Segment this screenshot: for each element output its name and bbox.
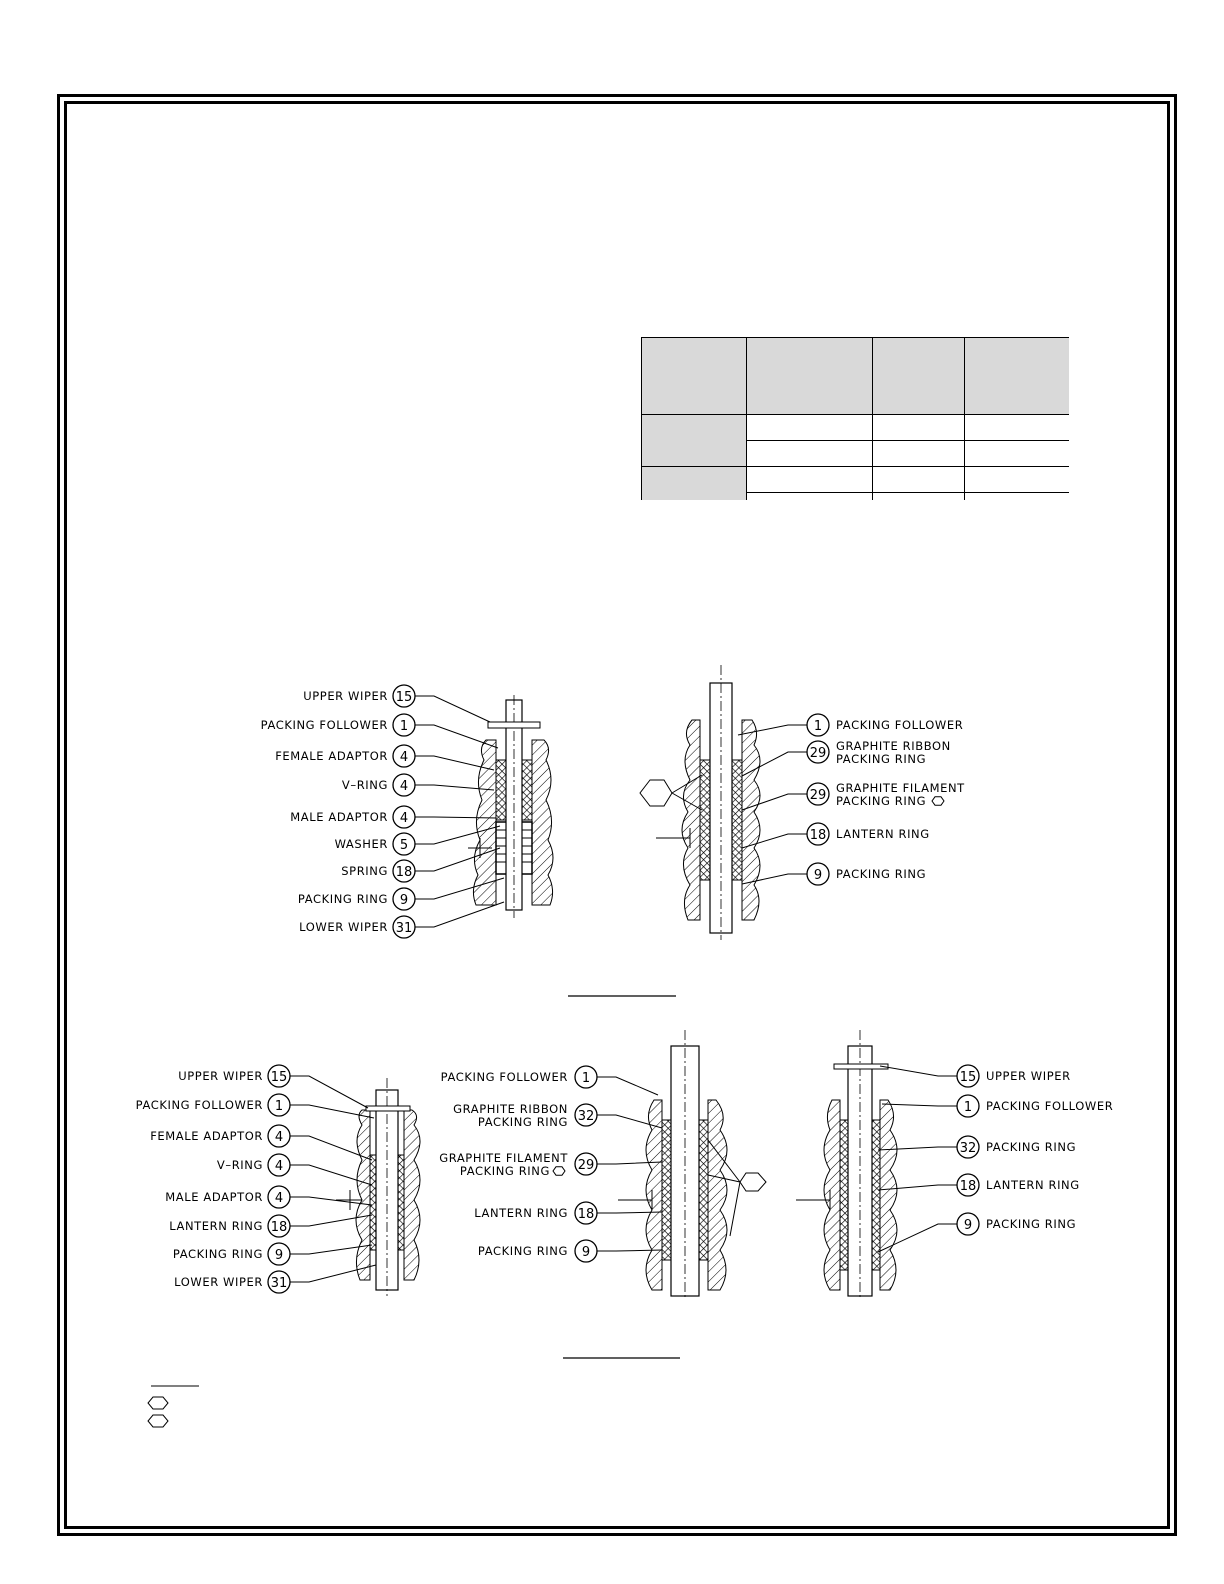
upper-wiper-shape bbox=[366, 1106, 410, 1111]
bonnet-section-left bbox=[473, 740, 496, 905]
callout-label: MALE ADAPTOR bbox=[165, 1190, 263, 1204]
callout-number: 15 bbox=[959, 1070, 977, 1085]
callout-number: 29 bbox=[577, 1158, 595, 1173]
callout-number: 18 bbox=[959, 1179, 977, 1194]
callout-number: 18 bbox=[577, 1207, 595, 1222]
callout bbox=[742, 823, 930, 848]
callout-label: WASHER bbox=[334, 837, 388, 851]
callout bbox=[878, 1136, 1076, 1158]
callout-label: PACKING RING bbox=[836, 867, 927, 881]
callout-label: PACKING FOLLOWER bbox=[836, 718, 964, 732]
callout-number: 18 bbox=[809, 828, 827, 843]
callout-number: 31 bbox=[395, 921, 413, 936]
bonnet-section-right bbox=[404, 1110, 420, 1280]
leader-line bbox=[597, 1077, 658, 1095]
bonnet-section-left bbox=[646, 1100, 662, 1290]
note-2-hexagon-icon bbox=[148, 1415, 168, 1427]
callout-number: 15 bbox=[270, 1070, 288, 1085]
note-hexagon-symbol bbox=[740, 1173, 766, 1191]
callout-label: LOWER WIPER bbox=[299, 920, 388, 934]
callout bbox=[290, 806, 496, 828]
callout bbox=[478, 1240, 662, 1262]
callout-number: 32 bbox=[577, 1109, 595, 1124]
callout-number: 1 bbox=[963, 1100, 973, 1115]
bonnet-section-left bbox=[356, 1110, 370, 1280]
callout-label: UPPER WIPER bbox=[178, 1069, 263, 1083]
callout-number: 9 bbox=[274, 1248, 284, 1263]
callout bbox=[261, 714, 498, 748]
figure-3-ptfe-v-ring-packing bbox=[336, 1078, 420, 1296]
callout-label-line2: PACKING RING bbox=[477, 1115, 568, 1129]
callout-label: PACKING FOLLOWER bbox=[986, 1099, 1114, 1113]
callout-number: 9 bbox=[813, 868, 823, 883]
packing-ring-stack bbox=[840, 1120, 848, 1270]
callout bbox=[169, 1215, 372, 1237]
callout-label: PACKING RING bbox=[172, 1247, 263, 1261]
callout-number: 1 bbox=[399, 719, 409, 734]
figure-2-graphite-packing bbox=[640, 665, 760, 940]
callout-label: SPRING bbox=[341, 864, 388, 878]
callout-number: 18 bbox=[395, 865, 413, 880]
callout bbox=[453, 1102, 662, 1129]
callout-number: 5 bbox=[399, 838, 409, 853]
figure-4-graphite-packing bbox=[618, 1030, 766, 1300]
callout-number: 29 bbox=[809, 788, 827, 803]
callout-label: PACKING FOLLOWER bbox=[135, 1098, 263, 1112]
callout bbox=[173, 1243, 372, 1265]
callout-layer bbox=[136, 685, 1114, 1293]
bonnet-section-right bbox=[708, 1100, 727, 1290]
callout-label: MALE ADAPTOR bbox=[290, 810, 388, 824]
callout-label-line2: PACKING RING bbox=[836, 752, 927, 766]
callout bbox=[150, 1125, 372, 1160]
callout-label: GRAPHITE RIBBON bbox=[836, 739, 951, 753]
figure-5-packing-with-wiper bbox=[796, 1030, 897, 1300]
callout-label: V–RING bbox=[341, 778, 388, 792]
callout-label: LANTERN RING bbox=[836, 827, 930, 841]
bonnet-section-right bbox=[742, 720, 760, 920]
callout-number: 31 bbox=[270, 1276, 288, 1291]
leader-line bbox=[415, 696, 490, 722]
callout bbox=[882, 1095, 1113, 1117]
callout bbox=[878, 1213, 1076, 1252]
callout-number: 4 bbox=[274, 1191, 284, 1206]
callout bbox=[474, 1202, 662, 1224]
callout-label: PACKING RING bbox=[986, 1140, 1077, 1154]
callout-number: 32 bbox=[959, 1141, 977, 1156]
callout bbox=[174, 1265, 376, 1293]
callout-number: 4 bbox=[399, 779, 409, 794]
callout-label: FEMALE ADAPTOR bbox=[150, 1129, 263, 1143]
note-hexagon-icon bbox=[553, 1167, 565, 1175]
callout-number: 4 bbox=[399, 811, 409, 826]
callout bbox=[738, 714, 963, 736]
callout bbox=[165, 1186, 372, 1208]
callout bbox=[742, 781, 965, 810]
callout-label-line2: PACKING RING bbox=[836, 794, 927, 808]
bonnet-section-right bbox=[532, 740, 553, 905]
callout-label: PACKING RING bbox=[297, 892, 388, 906]
callout-label: LANTERN RING bbox=[169, 1219, 263, 1233]
callout bbox=[742, 739, 951, 776]
upper-wiper-shape bbox=[488, 722, 540, 728]
leader-line bbox=[290, 1197, 372, 1205]
callout-number: 15 bbox=[395, 690, 413, 705]
callout-label: LANTERN RING bbox=[986, 1178, 1080, 1192]
callout bbox=[880, 1065, 1071, 1087]
callout-number: 1 bbox=[581, 1071, 591, 1086]
callout-label: PACKING RING bbox=[986, 1217, 1077, 1231]
upper-wiper-shape bbox=[834, 1064, 888, 1069]
callout-label: UPPER WIPER bbox=[986, 1069, 1071, 1083]
callout-label-line2: PACKING RING bbox=[459, 1164, 550, 1178]
callout-number: 29 bbox=[809, 746, 827, 761]
callout-label: LANTERN RING bbox=[474, 1206, 568, 1220]
bonnet-section-right bbox=[880, 1100, 897, 1290]
leader-line bbox=[290, 1076, 368, 1108]
leader-line bbox=[415, 902, 504, 927]
callout-label: LOWER WIPER bbox=[174, 1275, 263, 1289]
callout bbox=[275, 745, 494, 770]
callout-number: 4 bbox=[274, 1130, 284, 1145]
callout-number: 4 bbox=[274, 1159, 284, 1174]
v-ring-stack bbox=[370, 1155, 376, 1250]
note-hexagon-icon bbox=[932, 797, 944, 805]
callout bbox=[136, 1094, 374, 1118]
callout bbox=[742, 863, 926, 885]
callout bbox=[878, 1174, 1080, 1196]
callout-label: GRAPHITE FILAMENT bbox=[439, 1151, 568, 1165]
callout-label: UPPER WIPER bbox=[303, 689, 388, 703]
callout-number: 18 bbox=[270, 1220, 288, 1235]
bonnet-section-left bbox=[824, 1100, 840, 1290]
callout-label: FEMALE ADAPTOR bbox=[275, 749, 388, 763]
callout-label: V–RING bbox=[216, 1158, 263, 1172]
packing-ring-stack bbox=[662, 1120, 671, 1260]
callout-label: PACKING RING bbox=[477, 1244, 568, 1258]
callout-label: PACKING FOLLOWER bbox=[440, 1070, 568, 1084]
notes-section bbox=[148, 1386, 199, 1427]
callout-number: 1 bbox=[813, 719, 823, 734]
callout-label: GRAPHITE RIBBON bbox=[453, 1102, 568, 1116]
callout bbox=[441, 1066, 658, 1095]
leader-line bbox=[882, 1104, 957, 1106]
callout-number: 9 bbox=[399, 893, 409, 908]
note-hexagon-symbol bbox=[640, 780, 672, 806]
note-1-hexagon-icon bbox=[148, 1397, 168, 1409]
callout-number: 1 bbox=[274, 1099, 284, 1114]
bonnet-section-left bbox=[682, 720, 700, 920]
callout-number: 4 bbox=[399, 750, 409, 765]
callout bbox=[439, 1151, 662, 1178]
callout-number: 9 bbox=[963, 1218, 973, 1233]
leader-line bbox=[880, 1066, 957, 1076]
callout bbox=[217, 1154, 372, 1185]
callout bbox=[342, 774, 494, 796]
callout-label: GRAPHITE FILAMENT bbox=[836, 781, 965, 795]
callout-number: 9 bbox=[581, 1245, 591, 1260]
callout-label: PACKING FOLLOWER bbox=[260, 718, 388, 732]
